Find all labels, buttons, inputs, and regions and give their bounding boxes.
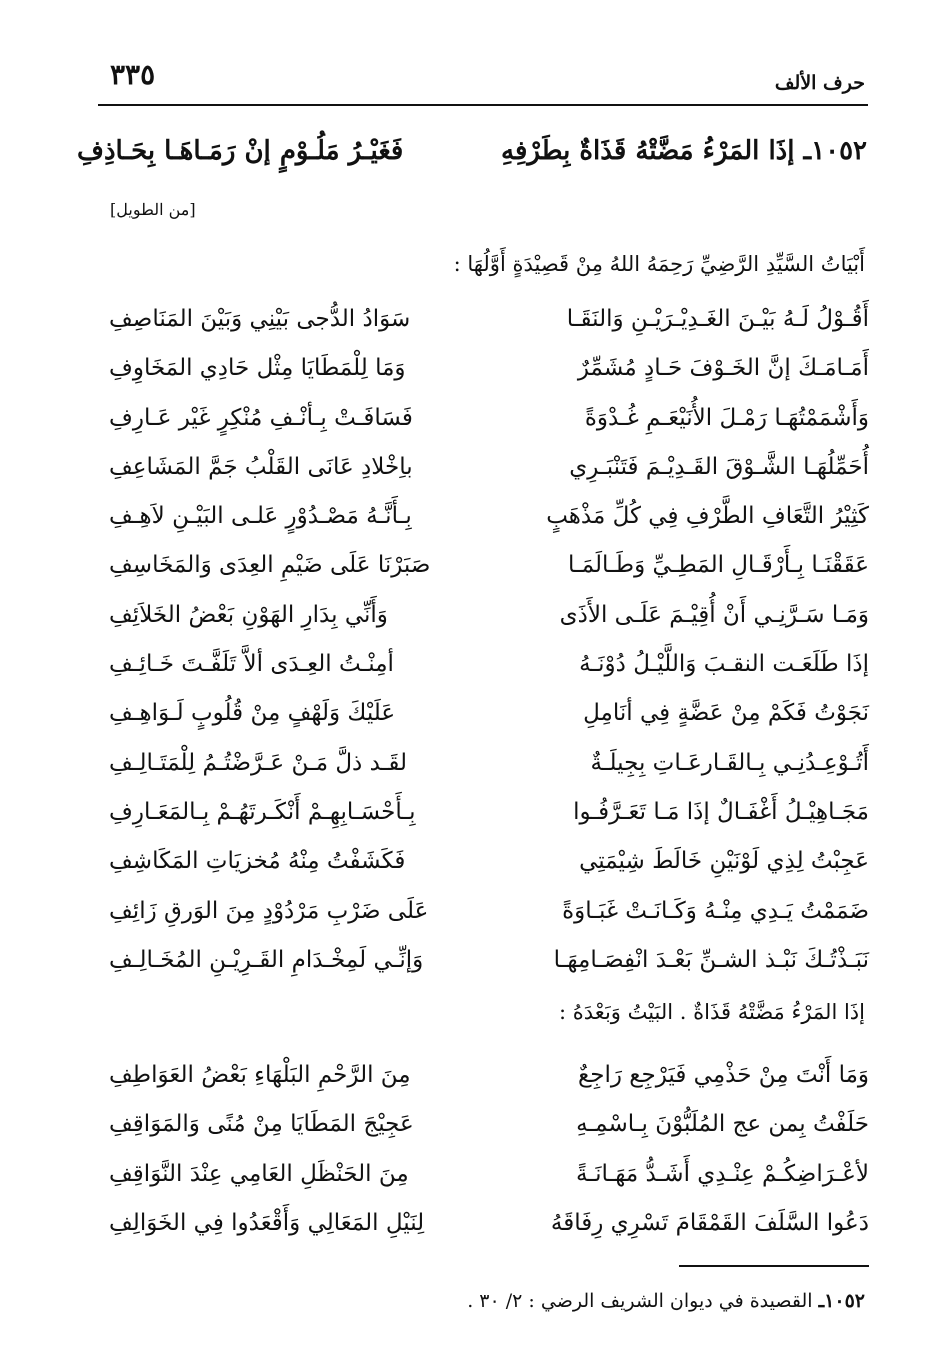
meter-label: [من الطويل] [110,200,196,219]
footnote-text: القصيدة في ديوان الشريف الرضي : ٢/ ٣٠ . [467,1290,813,1312]
verse-row [109,746,869,795]
heading-second-hemistich: فَغَيْـرُ مَلُـوْمٍ إنْ رَمَـاهَـا بِحَـاذِفِ [77,136,404,166]
verse-second-hemistich: أمِنْـتُ العِـدَى ألاَّ تَلَفَّـتَ خَـائِـفِ [109,651,394,678]
verse-row [109,1206,869,1255]
verse-first-hemistich: وَمَا أَنْتَ مِنْ حَذْمِي فَيَرْجِع رَاجِعٌ [577,1062,869,1088]
verse-first-hemistich: مَجَـاهِيْـلُ أَغْفَـالٌ إذَا مَـا تَعَـرَّفُـوا [573,798,869,825]
verse-second-hemistich: فَكَشَفْتُ مِنْهُ مُخزيَاتِ المَكَاشِفِ [109,848,406,875]
verse-second-hemistich: وَأَنِّي بِدَارِ الهَوْنِ بَعْضُ الخَلاَئِفِ [109,601,388,628]
verse-second-hemistich: وَإنِّـي لَمِخْـدَامِ القَـرِيْـنِ المُخَـالِـفِ [109,946,424,973]
verse-second-hemistich: بِـأَحْسَـابِهِـمْ أَنْكَـرتَهُـمْ بِـالمَعَـارِفِ [109,798,416,825]
verse-row [109,450,869,499]
verse-first-hemistich: وَأَشْمَمْتُهَـا رَمْـلَ الأُنَيْعَـمِ غُـدْوَةً [584,404,869,431]
verse-second-hemistich: عَجِيْجَ المَطَايَا مِنْ مُنًى وَالمَوَاقِفِ [109,1111,414,1138]
verse-second-hemistich: لقَـد ذلَّ مَـنْ عَـرَّضْتُـمُ لِلْمَتَـالِـفِ [109,749,408,776]
verse-first-hemistich: كَثِيْرُ التَّعَافِ الطَّرْفِ فِي كُلِّ مَذْهَبٍ [546,503,869,530]
verse-row [109,548,869,597]
verse-row [109,943,869,992]
verse-row [109,401,869,450]
verse-first-hemistich: دَعُوا السَّلَفَ القَمْقَامَ تَسْرِي رِفَاقَهُ [550,1209,869,1236]
verse-second-hemistich: باِخْلادِ عَانَى القَلْبُ جَمَّ المَشَاعِفِ [109,453,413,480]
header-rule [98,104,868,106]
transition-text: إذَا المَرْءُ مَضَّتْهُ قَذَاةٌ . البَيْتُ وَبَعْدَهُ : [559,1000,865,1024]
verse-second-hemistich: صَبَرْنَا عَلَى ضَيْمِ العِدَى وَالمَخَاسِفِ [109,552,431,579]
verse-first-hemistich: إذَا طَلَعَـت النقـبَ وَاللَّيْـلُ دُوْنَـهُ [579,651,869,678]
verse-row [109,598,869,647]
poem-verses [109,302,869,992]
verse-row [109,351,869,400]
verse-first-hemistich: عَجِبْتُ لِذِي لَوْنَيْنِ خَالَطَ شِيْمَتِي [579,848,869,875]
chapter-title: حرف الألف [774,72,865,94]
verse-first-hemistich: أَمَـامَـكَ إنَّ الخَـوْفَ حَـادٍ مُشَمِّرٌ [577,355,869,382]
verse-second-hemistich: مِنَ الحَنْظَلِ العَامِي عِنْدَ النَّوَاقِفِ [109,1160,409,1187]
footnote-rule [679,1265,869,1267]
verse-row [109,647,869,696]
verse-first-hemistich: نَبَـذْتُـكَ نَبْـذ الشـنِّ بَعْـدَ انْفِصَـامِهَـا [553,946,869,973]
heading-verse [77,130,867,180]
verse-row [109,844,869,893]
verse-second-hemistich: بِـأَنَّـهُ مَصْـدُوْرٍ عَلـى البَيْـنِ لاَهِـفِ [109,503,412,530]
verse-first-hemistich: حَلَفْتُ بِمن عج المُلَبُّوْنَ بِـاسْمِـهِ [576,1111,869,1138]
verse-first-hemistich: أَقُـوْلُ لَـهُ بَيْـنَ الغَـدِيْـرَيْـنِ وَالنَقَـا [566,306,869,332]
verse-first-hemistich: ضَمَمْتُ يَـدِي مِنْـهُ وَكَـانَـتْ غَبَـاوَةً [562,897,869,924]
page-number: ٣٣٥ [110,58,156,91]
verse-first-hemistich: لأعْـرَاضِكُـمْ عِنْـدِي أَشَـدُّ مَهَـانَـةً [576,1160,869,1187]
verse-first-hemistich: وَمَـا سَـرَّنِـي أَنْ أُقِيْـمَ عَلَـى الأَذَى [559,601,869,628]
verse-second-hemistich: عَلَيْكَ وَلَهْفٍ مِنْ قُلُوبٍ لَـوَاهِـفِ [109,700,396,727]
footnote-number: ١٠٥٢ـ [818,1290,865,1312]
verse-second-hemistich: مِنَ الرَّحْمِ البَلْهَاءِ بَعْضُ العَوَاطِفِ [109,1062,411,1088]
intro-text: أَبْيَاتُ السَّيِّدِ الرَّضِيِّ رَحِمَهُ اللهُ مِنْ قَصِيْدَةٍ أَوَّلُهَا : [453,252,865,276]
footnote [467,1290,865,1312]
verse-first-hemistich: أُحَمِّلُهَـا الشَّـوْقَ القَـدِيْـمَ فَتَنْبَـرِي [569,453,869,480]
verse-row [109,499,869,548]
heading-first-hemistich: ١٠٥٢ـ إذَا المَرْءُ مَضَّتْهُ قَذَاةٌ بِطَرْفِهِ [501,136,867,166]
verse-row [109,1058,869,1107]
verse-second-hemistich: عَلَى ضَرْبِ مَرْدُوْدٍ مِنَ الوَرقِ زَائِفِ [109,897,429,924]
verse-first-hemistich: أَتُـوْعِـدُنِـي بِـالقَـارعَـاتِ بِجِيلَـةٌ [590,749,869,776]
verse-row [109,1157,869,1206]
verse-first-hemistich: نَجَوْتُ فَكَمْ مِنْ عَضَّةٍ فِي أنَامِلِ [583,700,869,727]
poem-verses-continued [109,1058,869,1255]
verse-row [109,302,869,351]
verse-second-hemistich: لِنَيْلِ المَعَالِي وَأَقْعَدُوا فِي الخَوَالِفِ [109,1209,425,1236]
verse-first-hemistich: عَقَقْنَـا بِـأَرْقَـالِ المَطِـيِّ وَطَـالَمَـا [568,552,869,579]
verse-row [109,1107,869,1156]
verse-second-hemistich: وَمَا لِلْمَطَايَا مِثْل حَادِي المَخَاوِفِ [109,355,406,382]
verse-row [109,795,869,844]
verse-row [109,696,869,745]
verse-second-hemistich: سَوَادُ الدُّجى بَيْنِي وَبَيْنَ المَنَاصِفِ [109,306,411,332]
verse-row [109,894,869,943]
verse-second-hemistich: فَسَافَـتْ بِـأنْـفِ مُنْكِرٍ غَيْر عَـارِفِ [109,404,413,431]
